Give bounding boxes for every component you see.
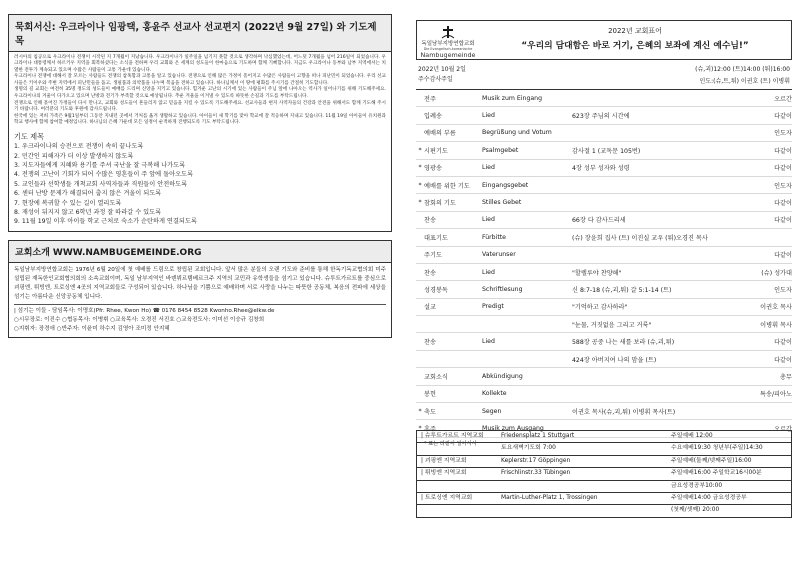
order-c4: 인도자 [774, 130, 792, 138]
prayer-list [9, 132, 391, 231]
location-l3: 금요성경공부10:00 [671, 482, 723, 489]
order-c2: Lied [482, 164, 495, 172]
location-l2: Keplerstr.17 Göppingen [501, 457, 571, 464]
order-c2: Lied [482, 216, 495, 224]
prayer-item: 2. 민간인 피해자가 더 이상 발생하지 않도록 [14, 152, 134, 160]
order-c3: "기억하고 감사하라" [572, 304, 628, 312]
order-c2: Kollekte [482, 390, 507, 398]
location-l1 [421, 444, 501, 453]
order-c2: Begrüßung und Votum [482, 129, 552, 137]
church-intro-box [8, 263, 392, 338]
order-c3: 이귄호 목사(슈,괴,튀) 이병휘 목사(트) [572, 408, 676, 416]
order-row [416, 229, 792, 246]
church-staff-line: | 섬기는 이들 - 담임목사: 이명호(Pfr. Rhee, Kwon Ho) ☎ 0176 8454 8528 Kwonho.Rhee@elkw.de [14, 307, 275, 314]
location-l3: 주일예배(둘째/넷째주일)16:00 [671, 457, 752, 464]
order-row [416, 247, 792, 264]
order-c4: 다같이 [774, 356, 792, 364]
church-intro-text: 독일남부지방연합교회는 1976년 6월 20일에 첫 예배를 드림으로 창립된 교회입니다. 앞서 많은 분들의 오랜 기도와 준비를 통해 한독기독교협의회 미주 설립된 재독한인교회협의회의 소속교회이며, 독일 남부지역인 바덴뷔르템베르크주 지역의 교민과 유학생들을 섬기고 있습니다. 슈투트가르트를 중심으로 괴핑엔, 튀빙엔, 트로싱엔 4곳의 지역교회들로 구성되어 있습니다. 하나님을 기쁨으로 예배하며 서로 사랑을 나누는 따뜻한 공동체, 복음의 전파에 세상을 섬기는 아름다운 신앙공동체 입니다. [14, 266, 386, 300]
order-c4: 오르간 [774, 426, 792, 434]
location-l1: | 튀빙엔 지역교회 [421, 470, 467, 477]
service-date: 2022년 10월 2일 [418, 66, 466, 73]
locations-table [416, 430, 792, 518]
order-star: * [418, 146, 422, 154]
order-c2: Vaterunser [482, 251, 516, 259]
order-c1: 예배를 위한 기도 [424, 182, 470, 190]
order-c2: Musik zum Ausgang [482, 425, 544, 433]
cross-logo-icon [441, 24, 455, 38]
location-l2: Martin-Luther-Platz 1, Trossingen [501, 495, 598, 502]
location-row [417, 505, 791, 516]
logo-name-de: Die Evangelisch-koreanische [423, 47, 473, 51]
location-l3: 주일예배14:00 금요성경공부 [671, 495, 747, 502]
order-c2: Schriftlesung [482, 285, 523, 293]
order-c1: 시편기도 [424, 147, 448, 155]
logo-name-ko: 독일남부지방연합교회 [421, 41, 475, 47]
prayer-item: 5. 교인들과 선학생들 개척교회 사역자들과 직원들이 안전하도록 [14, 180, 188, 188]
meditation-paragraph: 러시아의 침공으로 우크라이나 전쟁이 시작된 지 7개월이 지났습니다. 우크라이나가 일주일을 넘기지 못할 것으로 생각하며 낙심했었는데, 어느덧 7개월을 넘어 216일이 되었습니다. 우크라이나 대통령께서 하르키우 지역을 회복하셨다는 소식을 전하며 우리 교회와 온 세계의 성도들이 한마음으로 기도하며 함께 기뻐합니다. 지금도 우크라이나 동부와 남부 지역에서는 치열한 전투가 계속되고 있으며 수많은 사람들이 고통 가운데 있습니다. [14, 55, 386, 73]
location-row [417, 468, 791, 480]
order-c1: 찬송 [424, 339, 436, 347]
order-c1: 찬송 [424, 269, 436, 277]
order-c3: 623장 주님의 시간에 [572, 113, 630, 121]
order-row [416, 403, 792, 420]
order-c1: 예배의 부름 [424, 130, 456, 138]
location-l1: | 슈투트가르트 지역교회 [421, 433, 484, 439]
location-row [417, 481, 791, 493]
order-c4: 다같이 [774, 165, 792, 173]
order-row [416, 299, 792, 316]
order-c4: 총무 [780, 373, 792, 381]
order-c3: 신 8:7-18 (슈,괴,튀) 갈 5:1-14 (트) [572, 286, 672, 294]
meditation-paragraph: 한국에 있는 저희 가족은 9월1일부터 그동안 지내던 곳에서 거처를 옮겨 생활하고 있습니다. 아이들이 새 학기를 맞아 학교에 잘 적응하며 지내고 있습니다. 11월 19일 아이들이 유치원과 학교 행사에 함께 참여할 예정입니다. 하나님의 은혜 가운데 모든 일정이 순적하게 진행되도록 기도 부탁드립니다. [14, 113, 386, 125]
meditation-paragraph: 생명의 길 교회는 여전히 35명 정도의 성도들이 예배를 드리며 신앙을 지키고 있습니다. 힘겨운 고난의 시기에 있는 사람들이 주님 앞에 나아오는 역사가 일어나기를 위해 기도해주세요. 우크라이나의 겨울이 다가오고 있으며 난방과 전기가 부족할 것으로 예상됩니다. 추운 겨울을 이겨낼 수 있도록 따뜻한 손길과 기도를 부탁드립니다. [14, 87, 386, 99]
order-c1: 설교 [424, 304, 436, 312]
church-staff-line: ○지휘자: 장경애 ○반주자: 이윤미 하수지 김영아 조미정 안지혜 [14, 325, 170, 332]
order-row [416, 125, 792, 142]
location-l3: 수요예배19:30 청년부(주일)14:30 [671, 445, 763, 452]
order-row [416, 264, 792, 281]
logo-name-en: Nambugemeinde [420, 51, 476, 59]
order-c4: 인도자 [774, 286, 792, 294]
order-c4: 다같이 [774, 252, 792, 260]
date-row [416, 64, 792, 73]
order-c4: 이병휘 목사 [760, 321, 792, 329]
location-l3: 주일예배16:00 주일학교16시00분 [671, 470, 762, 477]
prayer-item: 8. 재성이 뒤지지 않고 6학년 과정 잘 따라갈 수 있도록 [14, 209, 162, 217]
prayer-item: 1. 우크라이나의 승전으로 전쟁이 속히 끝나도록 [14, 143, 144, 151]
order-star: * [418, 181, 422, 189]
order-c2: Fürbitte [482, 233, 506, 241]
meditation-title: 묵회서신: 우크라이나 임광택, 홍윤주 선교사 선교편지 (2022년 9월 27일) 와 기도제목 [15, 22, 377, 47]
order-row [416, 316, 792, 333]
order-c4: 오르간 [774, 95, 792, 103]
prayer-heading: 기도 제목 [14, 131, 45, 141]
location-row [417, 431, 791, 443]
location-l2 [501, 482, 671, 491]
order-c2: Lied [482, 112, 495, 120]
service-time: (슈,괴)12:00 (트)14:00 (튀)16:00 [695, 66, 790, 73]
location-row [417, 493, 791, 505]
bulletin-header [416, 20, 792, 60]
order-c3: "눈물, 거짓없음 그리고 거룩" [572, 321, 652, 329]
order-of-service [416, 89, 792, 438]
order-c4: 인도자 [774, 182, 792, 190]
meditation-title-box [8, 14, 392, 52]
right-column [416, 20, 792, 554]
order-star: * [418, 407, 422, 415]
meditation-paragraph: 전쟁으로 인해 흩어진 가정들이 다시 만나고, 교회와 성도들이 흔들리지 않고 믿음을 지킬 수 있도록 기도해주세요. 선교사들과 현지 사역자들의 건강과 안전을 위해서도 함께 기도해 주시기 바랍니다. 여러분의 기도와 후원에 감사드립니다. [14, 100, 386, 112]
order-c1: 성경봉독 [424, 286, 448, 294]
order-c2: Musik zum Eingang [482, 94, 543, 102]
order-note: * 표는 다같이 일어서서 [424, 440, 477, 447]
service-roles: 인도:(슈,트,튀) 이귄호 (트) 이병휘 [699, 78, 790, 85]
order-c2: Predigt [482, 303, 504, 311]
order-c1: 참회의 기도 [424, 200, 456, 208]
worship-name: 주수감사주일 [418, 76, 453, 83]
order-row [416, 177, 792, 194]
location-l1: | 괴핑엔 지역교회 [421, 457, 467, 464]
church-staff-line: ○시무장로: 이진수 ○협동목사: 이병휘 ○교육목사: 오경진 서진호 ○교육전도사: 이미선 이승규 김창희 [14, 316, 265, 323]
location-l3: (첫째/셋째) 20:00 [671, 507, 720, 514]
meditation-paragraph: 우크라이나 전쟁에 대해서 잘 모르는 사람들도 전쟁의 참혹함과 고통을 알고 있습니다. 전쟁으로 인해 많은 가정이 흩어지고 수많은 사람들이 고향을 떠나 피난민이 되었습니다. 우리 선교사들은 키이우와 주변 지역에서 피난민들을 돕고, 생필품과 의약품을 나누며 복음을 전하고 있습니다. 하나님께서 이 땅에 평화를 주시기를 간절히 기도합니다. [14, 74, 386, 86]
order-c3: 감사절 1 (교독문 105번) [572, 147, 641, 155]
location-l1 [421, 506, 501, 515]
order-c2: Eingangsgebet [482, 181, 529, 189]
order-c1: 대표기도 [424, 234, 448, 242]
order-c3: "할렐루야 찬양해" [572, 269, 622, 277]
location-l1: | 트로싱엔 지역교회 [421, 495, 473, 502]
order-row [416, 281, 792, 298]
order-c2: Segen [482, 407, 502, 415]
header-subtitle: 2022년 교회표어 [608, 27, 662, 35]
order-c1: 주기도 [424, 252, 442, 260]
order-c4: 다같이 [774, 217, 792, 225]
order-c3: 588장 공중 나는 새를 보라 (슈,괴,튀) [572, 339, 675, 347]
order-row [416, 160, 792, 177]
order-row [416, 90, 792, 107]
order-c2: Lied [482, 268, 495, 276]
order-c1: 교회소식 [424, 373, 448, 381]
order-c1: 영광송 [424, 165, 442, 173]
order-c2: Abkündigung [482, 372, 523, 380]
order-c4: 다같이 [774, 200, 792, 208]
order-c4: 이귄호 목사 [760, 304, 792, 312]
divider [14, 304, 386, 305]
order-c2: Psalmgebet [482, 146, 519, 154]
location-l2: Friedensplatz 1 Stuttgart [501, 433, 575, 439]
order-c2: Lied [482, 338, 495, 346]
meditation-box [8, 52, 392, 232]
order-c3: (슈) 장윤희 집사 (트) 이진실 교우 (튀)오경진 목사 [572, 234, 708, 242]
location-l2: Frischlinstr.33 Tübingen [501, 470, 571, 477]
order-c3: 424장 아버지여 나의 맘을 (트) [572, 356, 657, 364]
order-row [416, 351, 792, 368]
order-c4: 특송/피아노 [760, 391, 792, 399]
order-c1: 전주 [424, 95, 436, 103]
order-c4: 다같이 [774, 147, 792, 155]
church-logo [417, 21, 479, 59]
order-star: * [418, 425, 422, 433]
location-l2 [501, 506, 671, 515]
order-c2: Stilles Gebet [482, 199, 522, 207]
order-row [416, 333, 792, 350]
order-c1: 입례송 [424, 113, 442, 121]
order-row [416, 368, 792, 385]
order-c1: 찬송 [424, 217, 436, 225]
order-star: * [418, 164, 422, 172]
order-c4: (슈) 성가대 [761, 269, 792, 277]
order-c3: 4장 성부 성자와 성령 [572, 165, 630, 173]
left-column [8, 14, 392, 554]
order-row [416, 212, 792, 229]
order-c1: 봉헌 [424, 391, 436, 399]
location-l3: 주일예배 12:00 [671, 433, 713, 439]
prayer-item: 7. 현장에 복귀할 수 있는 길이 열리도록 [14, 199, 122, 207]
order-row [416, 107, 792, 124]
location-l1 [421, 482, 501, 491]
order-c4: 다같이 [774, 339, 792, 347]
location-row [417, 456, 791, 468]
header-text [479, 21, 791, 59]
order-c1: 축도 [424, 408, 436, 416]
order-row [416, 386, 792, 403]
order-row [416, 194, 792, 211]
order-c3: 66장 다 감사드리세 [572, 217, 626, 225]
order-star: * [418, 199, 422, 207]
prayer-item: 3. 지도자들에게 지혜와 용기를 주셔 국난을 잘 극복해 나가도록 [14, 161, 186, 169]
location-l2: 토요새벽기도회 7:00 [501, 445, 556, 452]
order-row [416, 142, 792, 159]
order-c4: 다같이 [774, 113, 792, 121]
location-row [417, 443, 791, 455]
prayer-item: 9. 11월 19일 이후 아이들 학교 근처로 숙소가 순탄하게 연결되도록 [14, 218, 197, 226]
order-c1: 후주 [424, 426, 436, 434]
church-intro-title: 교회소개 WWW.NAMBUGEMEINDE.ORG [8, 240, 392, 263]
meditation-text [9, 52, 391, 130]
header-motto: “우리의 담대함은 바로 거기, 은혜의 보좌에 계신 예수님!” [521, 41, 749, 51]
prayer-item: 4. 전쟁의 고난이 기회가 되어 수많은 영혼들이 주 앞에 돌아오도록 [14, 171, 194, 179]
prayer-item: 6. 센터 난방 문제가 해결되어 춥지 않은 겨울이 되도록 [14, 190, 162, 198]
